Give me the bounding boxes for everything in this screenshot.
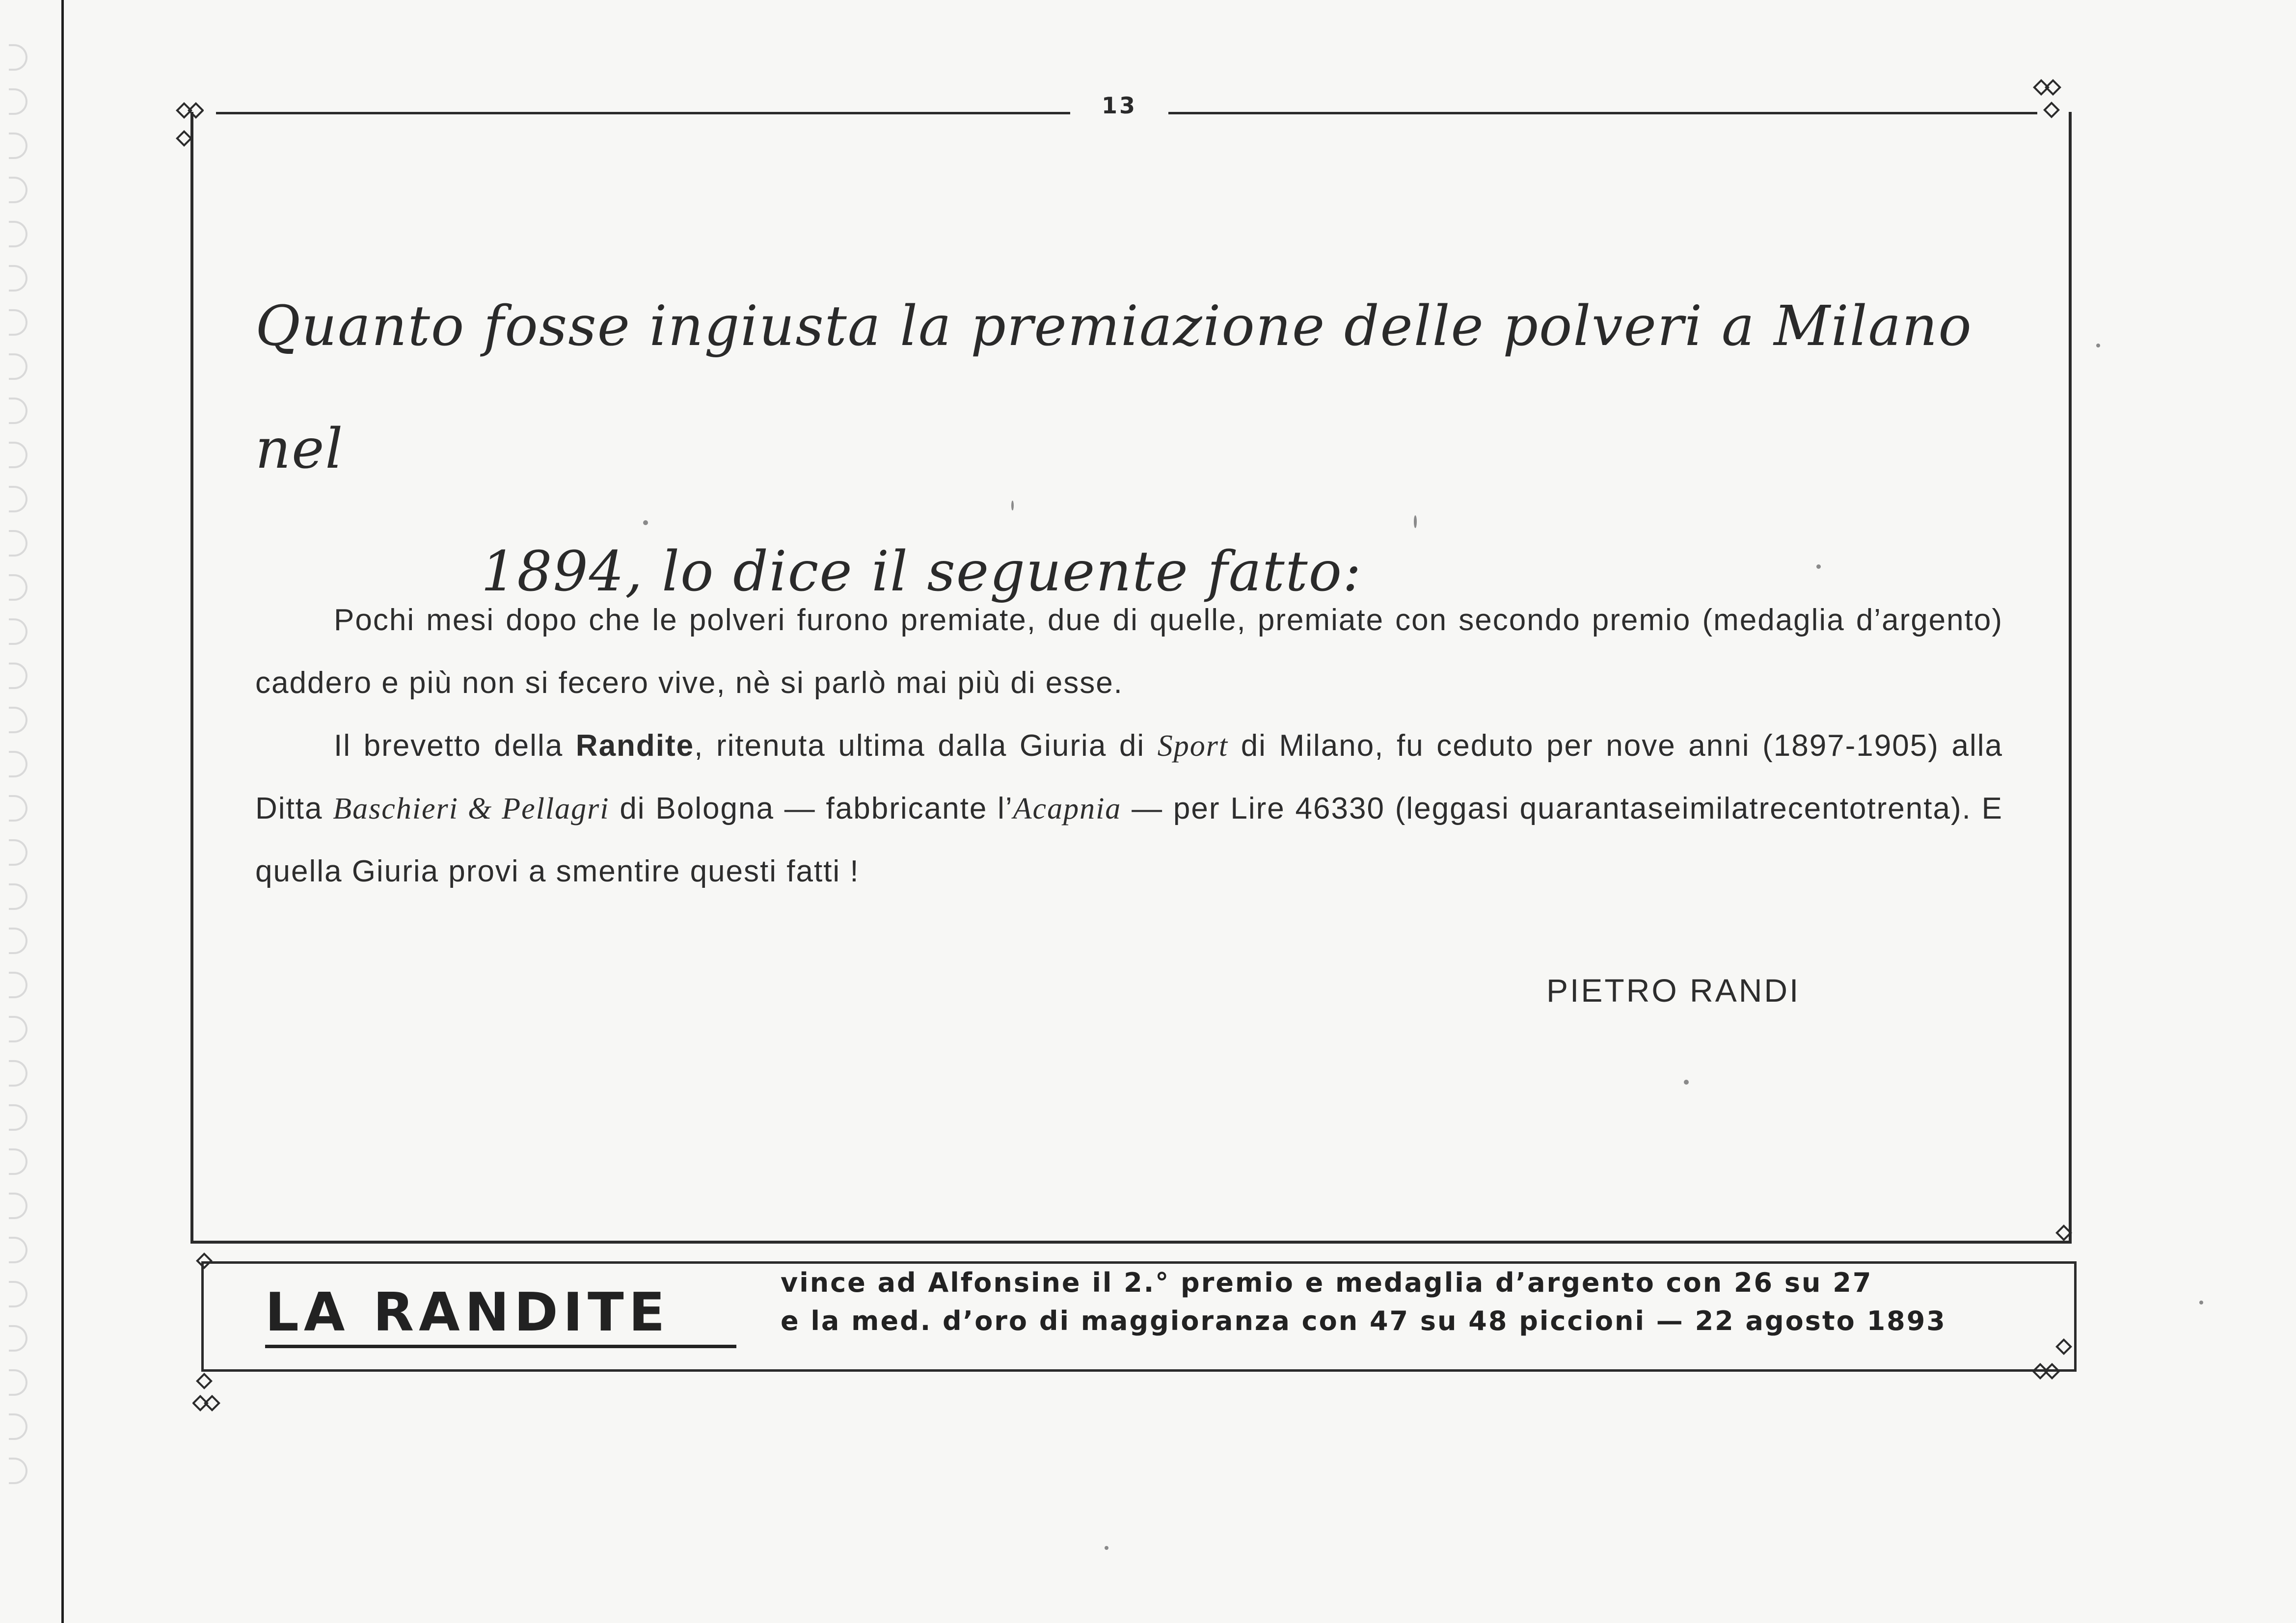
punch-hole — [9, 309, 27, 336]
heading-line-1: Quanto fosse ingiusta la premiazione delle polveri a Milano nel — [255, 294, 1972, 481]
punch-hole — [9, 972, 27, 998]
diamond-ornament-icon — [2040, 98, 2069, 128]
punch-hole — [9, 883, 27, 910]
punch-hole — [9, 618, 27, 645]
punch-hole — [9, 442, 27, 468]
scan-speck — [643, 520, 648, 525]
punch-hole — [9, 1016, 27, 1042]
p2-text-c: di Milano, fu ceduto per nove anni (1897-1905) alla Ditta — [255, 729, 2003, 825]
punch-hole — [9, 398, 27, 424]
scan-speck — [1011, 501, 1014, 510]
punch-hole — [9, 530, 27, 557]
diamond-ornament-icon — [2052, 1221, 2081, 1251]
punch-hole — [9, 1458, 27, 1484]
page-number: 13 — [1101, 92, 1137, 119]
punch-hole — [9, 265, 27, 292]
scan-speck — [1684, 1080, 1689, 1085]
article-heading — [255, 265, 2023, 633]
ditta-name: Baschieri & Pellagri — [333, 792, 610, 825]
punch-hole — [9, 177, 27, 203]
punch-hole — [9, 88, 27, 115]
punch-hole — [9, 486, 27, 512]
punch-hole — [9, 1104, 27, 1131]
punch-hole — [9, 353, 27, 380]
punch-hole — [9, 1060, 27, 1087]
punch-hole — [9, 1369, 27, 1396]
scan-speck — [2199, 1301, 2203, 1304]
paragraph-1: Pochi mesi dopo che le polveri furono premiate, due di quelle, premiate con secondo premio (medaglia d’argento) caddero e più non si fecero vive, nè si parlò mai più di esse. — [255, 603, 2003, 700]
p2-text-d: di Bologna — fabbricante l’ — [609, 792, 1013, 825]
punch-hole — [9, 751, 27, 777]
punch-hole — [9, 574, 27, 601]
advertisement-text — [781, 1264, 2018, 1340]
sport-name: Sport — [1157, 729, 1229, 763]
scan-speck — [1816, 564, 1821, 569]
punch-holes — [0, 44, 34, 1517]
advertisement-title: LA RANDITE — [265, 1281, 736, 1348]
punch-hole — [9, 707, 27, 733]
diamond-ornament-icon — [174, 101, 204, 130]
advertisement-line-2: e la med. d’oro di maggioranza con 47 su 48 piccioni — 22 agosto 1893 — [781, 1305, 1946, 1336]
punch-hole — [9, 221, 27, 247]
top-rule-left — [216, 112, 1070, 114]
punch-hole — [9, 1413, 27, 1440]
punch-hole — [9, 1281, 27, 1307]
punch-hole — [9, 1193, 27, 1219]
advertisement-line-1: vince ad Alfonsine il 2.° premio e medaglia d’argento con 26 su 27 — [781, 1267, 1873, 1298]
punch-hole — [9, 839, 27, 866]
punch-hole — [9, 1148, 27, 1175]
punch-hole — [9, 133, 27, 159]
diamond-ornament-icon — [192, 1391, 222, 1421]
punch-hole — [9, 928, 27, 954]
punch-hole — [9, 795, 27, 822]
punch-hole — [9, 1237, 27, 1263]
punch-hole — [9, 1325, 27, 1352]
punch-hole — [9, 44, 27, 71]
acapnia-name: Acapnia — [1013, 792, 1122, 825]
top-rule-right — [1168, 112, 2037, 114]
paragraph-2 — [255, 715, 2003, 903]
p2-text-a: Il brevetto della — [334, 729, 576, 763]
punch-hole — [9, 663, 27, 689]
p2-text-e: — per Lire 46330 (leggasi quarantaseimilatrecentotrenta). E quella Giuria provi a smentire questi fatti ! — [255, 792, 2003, 888]
author-signature: PIETRO RANDI — [1546, 972, 1801, 1009]
binding-line — [61, 0, 64, 1623]
diamond-ornament-icon — [174, 129, 204, 158]
scan-speck — [1105, 1546, 1108, 1550]
article-body — [255, 589, 2003, 903]
scan-speck — [2096, 344, 2100, 347]
scan-speck — [1414, 515, 1417, 528]
p2-text-b: , ritenuta ultima dalla Giuria di — [694, 729, 1158, 763]
randite-name: Randite — [575, 729, 695, 763]
heading-line-2: 1894, lo dice il seguente fatto: — [481, 540, 1362, 604]
